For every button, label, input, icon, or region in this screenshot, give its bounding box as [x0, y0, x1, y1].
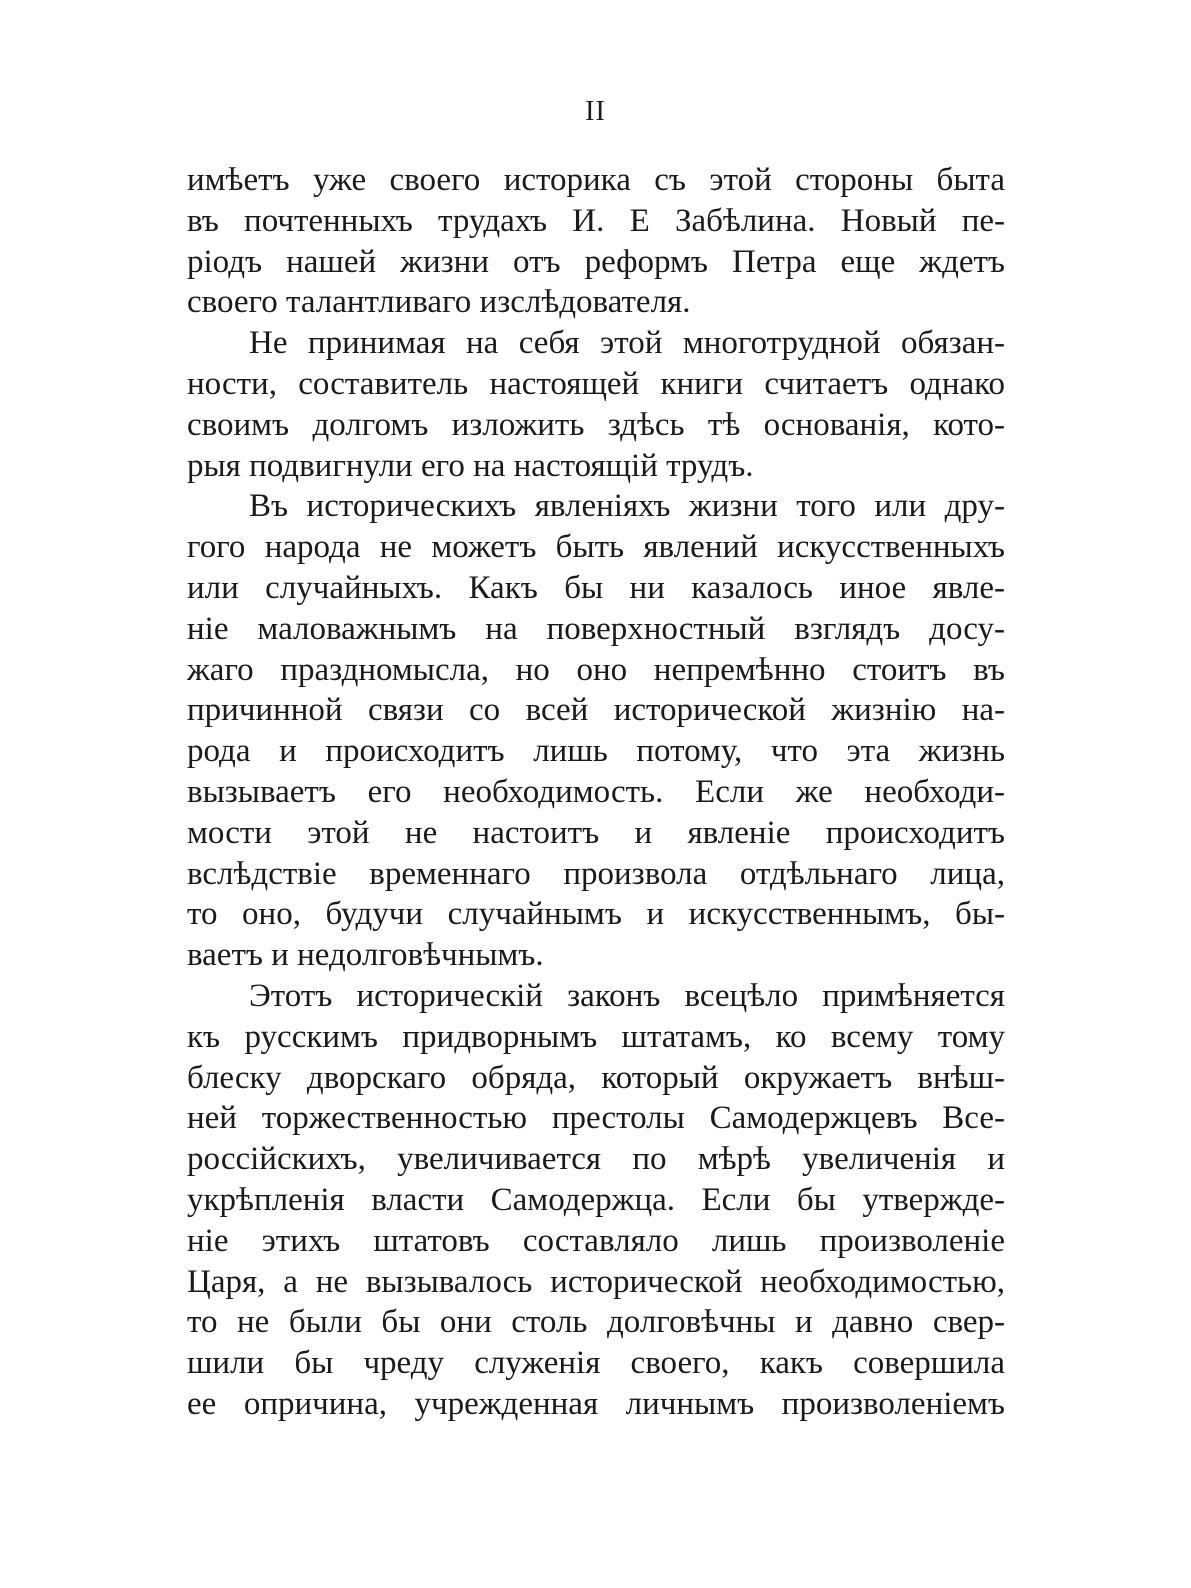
text-line: рыя подвигнули его на настоящій трудъ. [187, 447, 754, 484]
text-line: ней торжественностью престолы Самодержцевъ Все- [187, 1100, 1005, 1137]
body-text [187, 160, 1005, 1425]
text-line: къ русскимъ придворнымъ штатамъ, ко всему тому [187, 1018, 1005, 1055]
text-line: россійскихъ, увеличивается по мѣрѣ увеличенія и [187, 1141, 1005, 1178]
text-line: гого народа не можетъ быть явлений искусственныхъ [187, 529, 1005, 566]
text-line: ее опричина, учрежденная личнымъ произволеніемъ [187, 1385, 1005, 1422]
text-line: шили бы чреду служенія своего, какъ совершила [187, 1345, 1005, 1382]
text-line: въ почтенныхъ трудахъ И. Е Забѣлина. Новый пе- [187, 202, 1005, 239]
text-line: рода и происходитъ лишь потому, что эта жизнь [187, 733, 1005, 770]
paragraph [187, 323, 1005, 486]
text-line: имѣетъ уже своего историка съ этой стороны быта [187, 162, 1005, 198]
text-line: своего талантливаго изслѣдователя. [187, 284, 691, 321]
text-line: причинной связи со всей исторической жизнію на- [187, 692, 1005, 729]
text-line: то оно, будучи случайнымъ и искусственнымъ, бы- [187, 896, 1005, 933]
text-line: мости этой не настоитъ и явленіе происходитъ [187, 814, 1005, 851]
text-line: или случайныхъ. Какъ бы ни казалось иное явле- [187, 569, 1005, 606]
text-line: ріодъ нашей жизни отъ реформъ Петра еще ждетъ [187, 243, 1005, 280]
text-line: ніе маловажнымъ на поверхностный взглядъ досу- [187, 610, 1005, 647]
text-line: вслѣдствіе временнаго произвола отдѣльнаго лица, [187, 855, 1005, 892]
text-line: ности, составитель настоящей книги считаетъ однако [187, 365, 1005, 402]
text-line: ваетъ и недолговѣчнымъ. [187, 937, 544, 974]
text-line: ніе этихъ штатовъ составляло лишь произволеніе [187, 1222, 1005, 1259]
paragraph [187, 976, 1005, 1425]
page-number: II [585, 96, 606, 127]
text-line: Не принимая на себя этой многотрудной обязан- [249, 325, 1005, 362]
paragraph [187, 160, 1005, 323]
text-line: Царя, а не вызывалось исторической необходимостью, [187, 1263, 1005, 1300]
text-line: Въ историческихъ явленіяхъ жизни того или дру- [249, 488, 1005, 525]
text-line: вызываетъ его необходимость. Если же необходи- [187, 773, 1005, 810]
text-line: жаго праздномысла, но оно непремѣнно стоитъ въ [187, 651, 1005, 688]
text-line: укрѣпленія власти Самодержца. Если бы утвержде- [187, 1181, 1005, 1218]
text-line: то не были бы они столь долговѣчны и давно свер- [187, 1304, 1005, 1341]
paragraph [187, 486, 1005, 976]
text-line: своимъ долгомъ изложить здѣсь тѣ основанія, кото- [187, 406, 1005, 443]
text-line: блеску дворскаго обряда, который окружаетъ внѣш- [187, 1059, 1005, 1096]
text-line: Этотъ историческій законъ всецѣло примѣняется [249, 977, 1005, 1014]
